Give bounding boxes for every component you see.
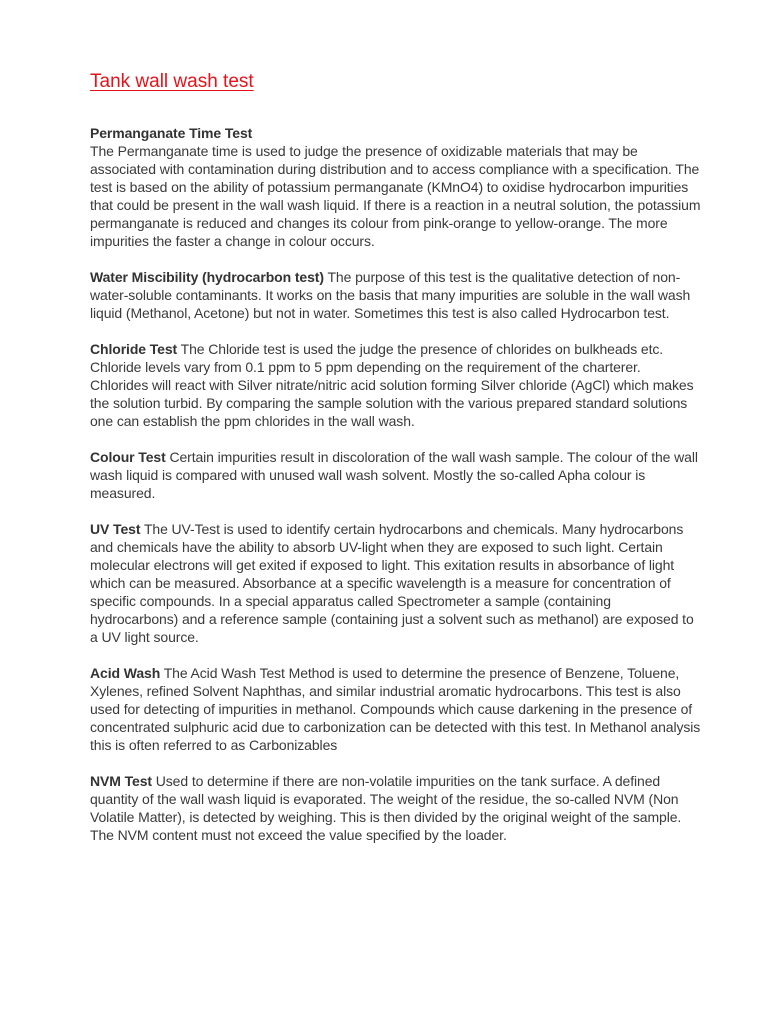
document-page [90, 70, 702, 862]
section-body: Used to determine if there are non-volatile impurities on the tank surface. A defined quantity of the wall wash liquid is evaporated. The weight of the residue, the so-called NVM (Non Volatile Matter), is detected by weighing. This is then divided by the original weight of the sample. The NVM content must not exceed the value specified by the loader. [90, 773, 682, 843]
section-heading: UV Test [90, 521, 141, 537]
section-body: The UV-Test is used to identify certain hydrocarbons and chemicals. Many hydrocarbons and chemicals have the ability to absorb UV-light when they are exposed to such light. Certain molecular electrons will get exited if exposed to light. This exitation results in absorbance of light which can be measured. Absorbance at a specific wavelength is a measure for concentration of specific compounds. In a special apparatus called Spectrometer a sample (containing hydrocarbons) and a reference sample (containing just a solvent such as methanol) are exposed to a UV light source. [90, 521, 694, 645]
section-heading: NVM Test [90, 773, 152, 789]
section-heading: Colour Test [90, 449, 166, 465]
section-heading: Water Miscibility (hydrocarbon test) [90, 269, 324, 285]
section-water-miscibility [90, 268, 702, 322]
section-uv [90, 520, 702, 646]
section-body: The Permanganate time is used to judge the presence of oxidizable materials that may be associated with contamination during distribution and to access compliance with a specification. The test is based on the ability of potassium permanganate (KMnO4) to oxidise hydrocarbon impurities that could be present in the wall wash liquid. If there is a reaction in a neutral solution, the potassium permanganate is reduced and changes its colour from pink-orange to yellow-orange. The more impurities the faster a change in colour occurs. [90, 143, 701, 249]
section-chloride [90, 340, 702, 430]
section-heading: Permanganate Time Test [90, 125, 253, 141]
section-body: Certain impurities result in discoloration of the wall wash sample. The colour of the wall wash liquid is compared with unused wall wash solvent. Mostly the so-called Apha colour is measured. [90, 449, 698, 501]
section-nvm [90, 772, 702, 844]
section-acid-wash [90, 664, 702, 754]
document-title: Tank wall wash test [90, 71, 254, 92]
section-colour [90, 448, 702, 502]
section-body: The Chloride test is used the judge the presence of chlorides on bulkheads etc. Chloride levels vary from 0.1 ppm to 5 ppm depending on the requirement of the charterer. Chlorides will react with Silver nitrate/nitric acid solution forming Silver chloride (AgCl) which makes the solution turbid. By comparing the sample solution with the various prepared standard solutions one can establish the ppm chlorides in the wall wash. [90, 341, 694, 429]
section-permanganate [90, 124, 702, 250]
section-body: The Acid Wash Test Method is used to determine the presence of Benzene, Toluene, Xylenes, refined Solvent Naphthas, and similar industrial aromatic hydrocarbons. This test is also used for detecting of impurities in methanol. Compounds which cause darkening in the presence of concentrated sulphuric acid due to carbonization can be detected with this test. In Methanol analysis this is often referred to as Carbonizables [90, 665, 701, 753]
section-heading: Chloride Test [90, 341, 178, 357]
section-heading: Acid Wash [90, 665, 161, 681]
section-body: The purpose of this test is the qualitative detection of non-water-soluble contaminants. It works on the basis that many impurities are soluble in the wall wash liquid (Methanol, Acetone) but not in water. Sometimes this test is also called Hydrocarbon test. [90, 269, 691, 321]
